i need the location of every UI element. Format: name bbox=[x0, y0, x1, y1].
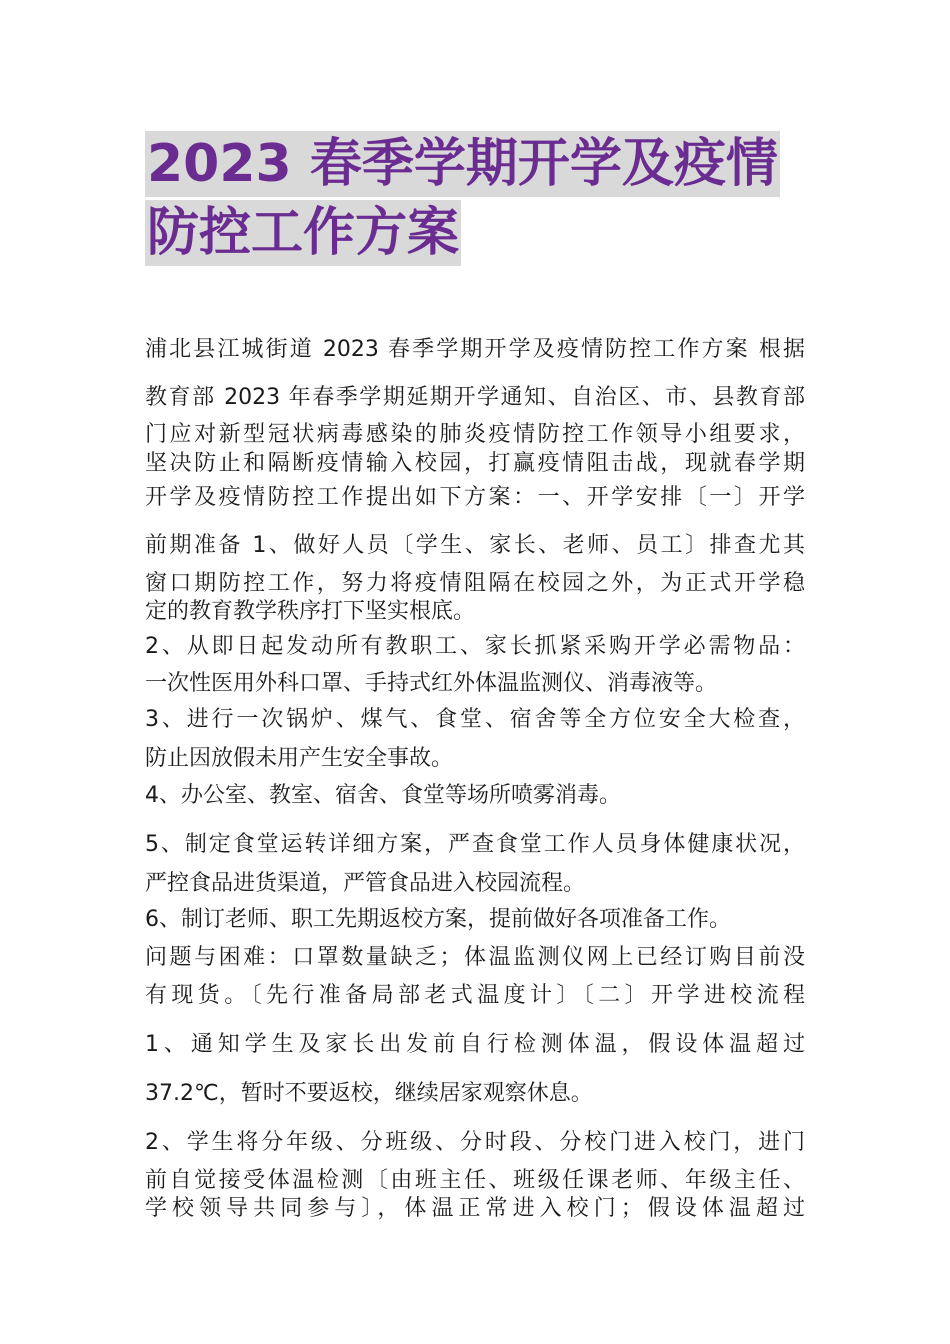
document-title-line-2: 防控工作方案 bbox=[145, 200, 461, 266]
body-line: 学校领导共同参与〕，体温正常进入校门；假设体温超过 bbox=[145, 1196, 805, 1221]
body-line: 1、通知学生及家长出发前自行检测体温，假设体温超过 bbox=[145, 1032, 805, 1057]
body-line: 37.2℃，暂时不要返校，继续居家观察休息。 bbox=[145, 1081, 593, 1106]
body-line: 防止因放假未用产生安全事故。 bbox=[145, 746, 454, 771]
body-line: 浦北县江城街道 2023 春季学期开学及疫情防控工作方案 根据 bbox=[145, 337, 805, 362]
body-line: 有现货。〔先行准备局部老式温度计〕〔二〕开学进校流程 bbox=[145, 983, 805, 1008]
body-line: 一次性医用外科口罩、手持式红外体温监测仪、消毒液等。 bbox=[145, 671, 718, 696]
body-line: 开学及疫情防控工作提出如下方案：一、开学安排〔一〕开学 bbox=[145, 485, 805, 510]
body-line: 4、办公室、教室、宿舍、食堂等场所喷雾消毒。 bbox=[145, 783, 621, 808]
body-line: 3、进行一次锅炉、煤气、食堂、宿舍等全方位安全大检查， bbox=[145, 707, 805, 732]
body-line: 6、制订老师、职工先期返校方案，提前做好各项准备工作。 bbox=[145, 907, 731, 932]
body-line: 门应对新型冠状病毒感染的肺炎疫情防控工作领导小组要求， bbox=[145, 422, 805, 447]
document-title-line-1: 2023 春季学期开学及疫情 bbox=[145, 131, 780, 197]
body-line: 窗口期防控工作，努力将疫情阻隔在校园之外，为正式开学稳 bbox=[145, 571, 805, 596]
body-line: 前自觉接受体温检测〔由班主任、班级任课老师、年级主任、 bbox=[145, 1168, 805, 1193]
body-line: 问题与困难：口罩数量缺乏；体温监测仪网上已经订购目前没 bbox=[145, 945, 805, 970]
body-line: 前期准备 1、做好人员〔学生、家长、老师、员工〕排查尤其 bbox=[145, 533, 805, 558]
body-line: 5、制定食堂运转详细方案，严查食堂工作人员身体健康状况， bbox=[145, 832, 805, 857]
body-line: 定的教育教学秩序打下坚实根底。 bbox=[145, 599, 476, 624]
body-line: 严控食品进货渠道，严管食品进入校园流程。 bbox=[145, 871, 586, 896]
body-line: 2、从即日起发动所有教职工、家长抓紧采购开学必需物品： bbox=[145, 634, 805, 659]
body-line: 教育部 2023 年春季学期延期开学通知、自治区、市、县教育部 bbox=[145, 385, 805, 410]
body-line: 2、学生将分年级、分班级、分时段、分校门进入校门，进门 bbox=[145, 1130, 805, 1155]
body-line: 坚决防止和隔断疫情输入校园，打赢疫情阻击战，现就春学期 bbox=[145, 451, 805, 476]
